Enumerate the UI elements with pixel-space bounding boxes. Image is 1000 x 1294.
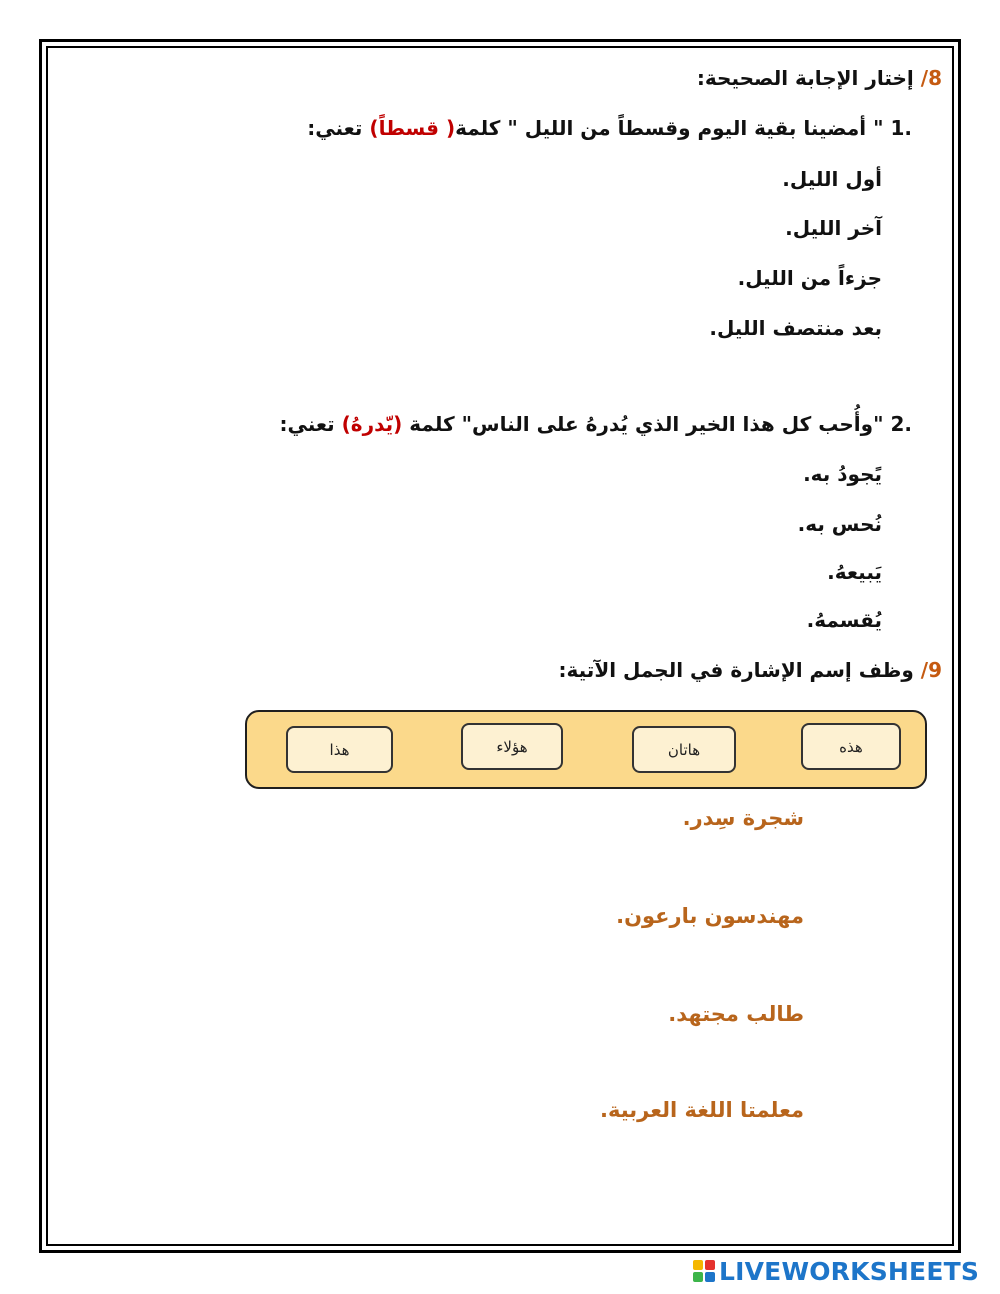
logo-square-1	[693, 1260, 703, 1270]
question-2-keyword: (يّدرهُ)	[341, 412, 403, 436]
question-2	[279, 412, 912, 436]
logo-squares-icon	[693, 1260, 715, 1282]
q1-option-4[interactable]: بعد منتصف الليل.	[709, 316, 882, 340]
section-8-number: 8/	[920, 66, 942, 90]
question-1	[307, 116, 912, 140]
q2-option-2[interactable]: نُحس به.	[797, 512, 882, 536]
question-2-suffix: تعني:	[279, 412, 335, 436]
section-9-heading	[559, 658, 942, 682]
section-8-title: إختار الإجابة الصحيحة:	[696, 66, 914, 90]
sentence-1: شجرة سِدر.	[682, 806, 804, 830]
q1-option-3[interactable]: جزءاً من الليل.	[737, 266, 882, 290]
word-bank	[245, 710, 927, 789]
logo-square-2	[705, 1260, 715, 1270]
question-1-keyword: ( قسطاً)	[369, 116, 456, 140]
word-chip-hatan[interactable]: هاتان	[632, 726, 736, 773]
q2-option-4[interactable]: يُقسمهُ.	[806, 608, 882, 632]
section-9-title: وظف إسم الإشارة في الجمل الآتية:	[558, 658, 914, 682]
sentence-3: طالب مجتهد.	[668, 1002, 804, 1026]
question-1-number: .1	[890, 116, 912, 140]
question-2-number: .2	[890, 412, 912, 436]
word-chip-hadhihi[interactable]: هذه	[801, 723, 901, 770]
logo-square-3	[693, 1272, 703, 1282]
liveworksheets-logo	[693, 1256, 979, 1286]
logo-text: LIVEWORKSHEETS	[719, 1256, 980, 1286]
section-8-heading	[697, 66, 942, 90]
word-chip-hadha[interactable]: هذا	[286, 726, 393, 773]
word-chip-haulai[interactable]: هؤلاء	[461, 723, 563, 770]
q2-option-3[interactable]: يَبيعهُ.	[827, 560, 882, 584]
logo-square-4	[705, 1272, 715, 1282]
question-2-text: "وأُحب كل هذا الخير الذي يُدرهُ على الناس" كلمة	[409, 412, 884, 436]
question-1-suffix: تعني:	[307, 116, 363, 140]
question-1-text: " أمضينا بقية اليوم وقسطاً من الليل " كلمة	[455, 116, 884, 140]
section-9-number: 9/	[920, 658, 942, 682]
q2-option-1[interactable]: يًجودُ به.	[803, 462, 882, 486]
sentence-2: مهندسون بارعون.	[616, 904, 804, 928]
q1-option-2[interactable]: آخر الليل.	[785, 216, 882, 240]
q1-option-1[interactable]: أول الليل.	[782, 167, 882, 191]
sentence-4: معلمتا اللغة العربية.	[599, 1098, 804, 1122]
